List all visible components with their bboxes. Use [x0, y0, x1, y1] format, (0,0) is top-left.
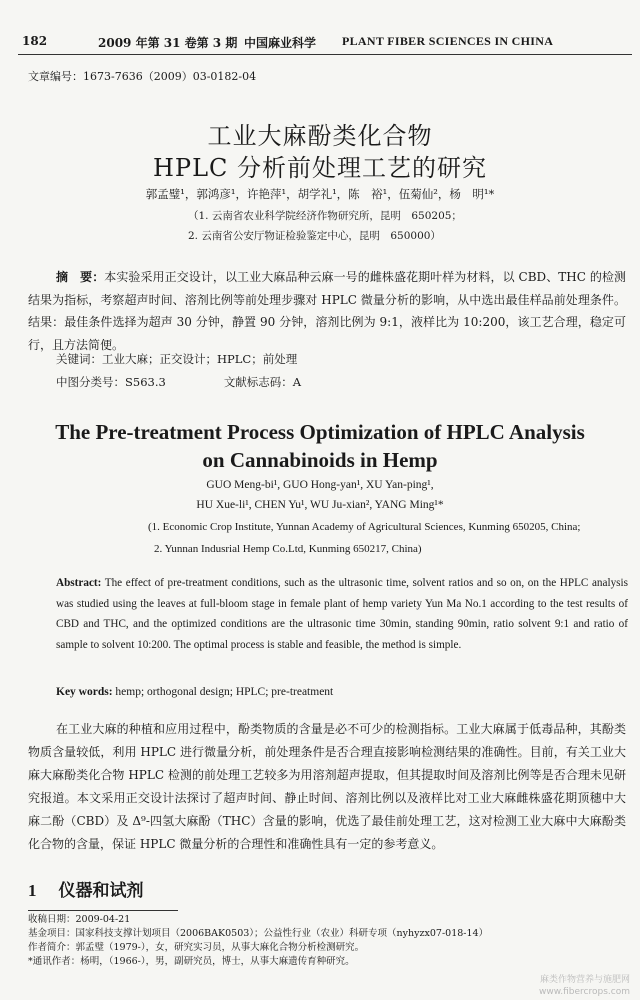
header-rule: [18, 54, 632, 55]
abstract-en-label: Abstract:: [56, 577, 102, 589]
keywords-cn: 关键词：工业大麻；正交设计；HPLC；前处理: [56, 352, 298, 366]
footnote-funding: 基金项目：国家科技支撑计划项目（2006BAK0503）；公益性行业（农业）科研专项（nyhyzx07-018-14）: [28, 928, 489, 939]
title-en-line-1: The Pre-treatment Process Optimization of HPLC Analysis: [55, 420, 585, 444]
classification-line: [56, 374, 359, 390]
title-en-line-2: on Cannabinoids in Hemp: [202, 448, 438, 472]
issue-info: 2009 年第 31 卷第 3 期: [98, 36, 238, 50]
page-number: 182: [22, 34, 48, 48]
footnote-corresponding: *通讯作者：杨明，（1966-），男，副研究员，博士，从事大麻遗传育种研究。: [28, 956, 355, 967]
class-number: 中图分类号：S563.3: [56, 375, 166, 389]
affiliations-en: [148, 516, 581, 560]
title-cn-line-1: 工业大麻酚类化合物: [207, 122, 433, 150]
affiliation-cn-1: （1. 云南省农业科学院经济作物研究所，昆明 650205；: [188, 210, 462, 222]
footnote-received: 收稿日期：2009-04-21: [28, 914, 131, 925]
title-en: [0, 418, 640, 474]
keywords-en-label: Key words:: [56, 686, 113, 698]
section-title: 仪器和试剂: [58, 881, 144, 901]
body-paragraph: 在工业大麻的种植和应用过程中，酚类物质的含量是必不可少的检测指标。工业大麻属于低毒品种，其酚类物质含量较低，利用 HPLC 进行微量分析，前处理条件是否合理直接影响检测结果的准确性。目前，有关工业大麻大麻酚类化合物 HPLC 检测的前处理工艺较多为用溶剂超声提取，但其提取时间及溶剂比例等是否合理未见研究报道。本文采用正交设计法探讨了超声时间、静止时间、溶剂比例以及液样比对工业大麻雌株盛花期顶穗中大麻二酚（CBD）及 Δ⁹-四氢大麻酚（THC）含量的影响，优选了最佳前处理工艺，这对检测工业大麻中大麻酚类化合物的含量，保证 HPLC 微量分析的合理性和准确性具有一定的参考意义。: [28, 722, 626, 851]
document-code: 文献标志码：A: [223, 375, 302, 389]
authors-en: [0, 475, 640, 515]
abstract-cn-text: 本实验采用正交设计，以工业大麻品种云麻一号的雌株盛花期叶样为材料，以 CBD、THC 的检测结果为指标，考察超声时间、溶剂比例等前处理步骤对 HPLC 微量分析的影响，从中选出最佳样品前处理条件。结果：最佳条件选择为超声 30 分钟，静置 90 分钟，溶剂比例为 9:1，液样比为 10:200，该工艺合理，稳定可行，且方法简便。: [28, 270, 626, 352]
article-number: 文章编号：1673-7636（2009）03-0182-04: [28, 70, 257, 83]
footnote-rule: [28, 910, 178, 911]
watermark-line-1: 麻类作物营养与施肥网: [539, 975, 630, 985]
keywords-en: [56, 686, 333, 698]
title-cn-line-2: HPLC 分析前处理工艺的研究: [152, 154, 487, 182]
section-heading: [28, 876, 144, 901]
watermark: [539, 974, 630, 998]
footnote-author-bio: 作者简介：郭孟璧（1979-），女，研究实习员，从事大麻化合物分析检测研究。: [28, 942, 365, 953]
abstract-cn-label: 摘 要：: [56, 270, 105, 284]
running-header: [12, 34, 630, 52]
section-number: 1: [28, 881, 37, 900]
authors-cn: 郭孟璧¹，郭鸿彦¹，许艳萍¹，胡学礼¹，陈 裕¹，伍菊仙²，杨 明¹*: [145, 187, 495, 201]
affiliation-en-2: 2. Yunnan Indusrial Hemp Co.Ltd, Kunming 650217, China): [154, 543, 422, 555]
abstract-en: [56, 573, 628, 655]
affiliation-cn-2: 2. 云南省公安厅物证检验鉴定中心，昆明 650000）: [188, 230, 441, 242]
journal-name-en: PLANT FIBER SCIENCES IN CHINA: [342, 34, 554, 48]
authors-en-line-2: HU Xue-li¹, CHEN Yu¹, WU Ju-xian², YANG Ming¹*: [196, 499, 444, 511]
abstract-en-text: The effect of pre-treatment conditions, such as the ultrasonic time, solvent ratios and so on, on the HPLC analysis was studied using the leaves at full-bloom stage in female plant of hemp variety Yun Ma No.1 according to the test results of CBD and THC, and the optimized conditions are the ultrasonic time 30min, standing 90min, ratio solvent 9:1 and ratio of sample to solvent 10:200. The optimal process is stable and feasible, the method is simple.: [56, 577, 628, 651]
authors-en-line-1: GUO Meng-bi¹, GUO Hong-yan¹, XU Yan-ping¹,: [206, 479, 434, 491]
affiliation-en-1: (1. Economic Crop Institute, Yunnan Academy of Agricultural Sciences, Kunming 650205, China;: [148, 521, 581, 533]
watermark-line-2: www.fibercrops.com: [539, 987, 630, 997]
abstract-cn: [28, 266, 626, 356]
keywords-en-text: hemp; orthogonal design; HPLC; pre-treatment: [115, 686, 334, 698]
body-text: [28, 718, 626, 856]
journal-name-cn: 中国麻业科学: [244, 36, 317, 50]
